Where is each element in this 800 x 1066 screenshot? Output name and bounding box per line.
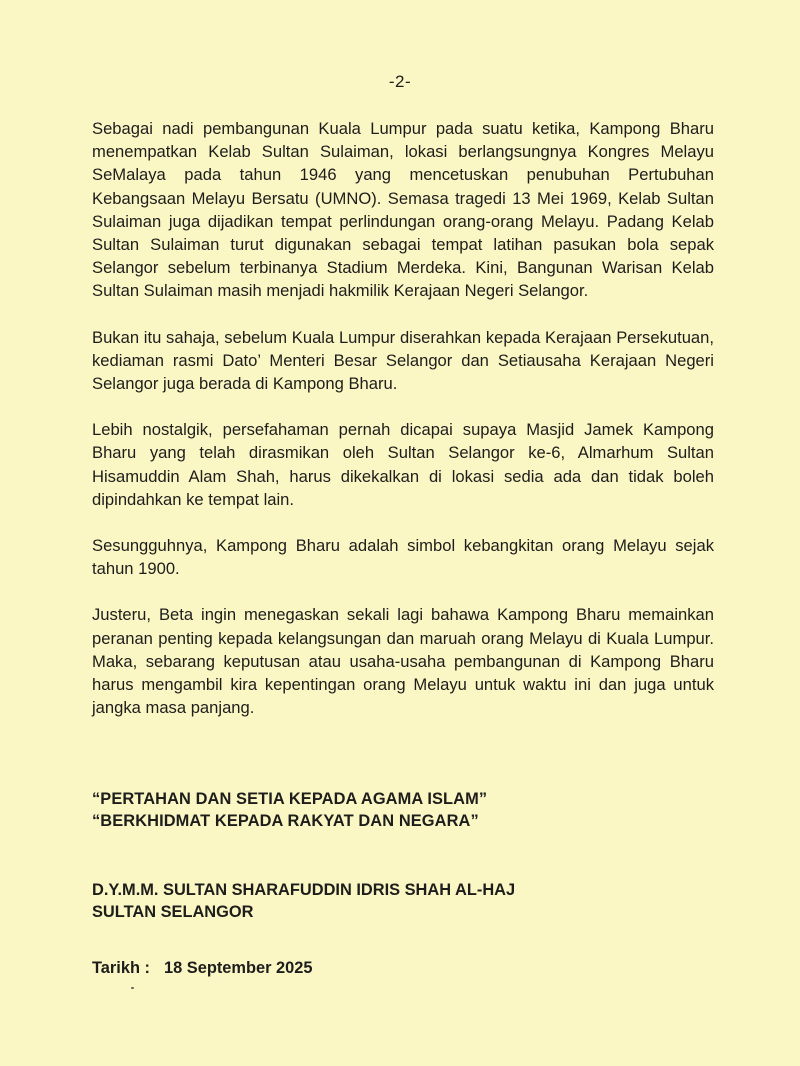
scan-speck bbox=[131, 987, 134, 989]
paragraph-kelab-sultan-sulaiman: Sebagai nadi pembangunan Kuala Lumpur pada suatu ketika, Kampong Bharu menempatkan Kelab Sultan Sulaiman, lokasi berlangsungnya Kongres Melayu SeMalaya pada tahun 1946 yang mencetuskan penubuhan Pertubuhan Kebangsaan Melayu Bersatu (UMNO). Semasa tragedi 13 Mei 1969, Kelab Sultan Sulaiman juga dijadikan tempat perlindungan orang-orang Melayu. Padang Kelab Sultan Sulaiman turut digunakan sebagai tempat latihan pasukan bola sepak Selangor sebelum terbinanya Stadium Merdeka. Kini, Bangunan Warisan Kelab Sultan Sulaiman masih menjadi hakmilik Kerajaan Negeri Selangor. bbox=[92, 119, 714, 301]
motto-block bbox=[92, 788, 487, 832]
date-value: 18 September 2025 bbox=[164, 959, 313, 977]
motto-line-1: “PERTAHAN DAN SETIA KEPADA AGAMA ISLAM” bbox=[92, 790, 488, 808]
paragraph-justeru: Justeru, Beta ingin menegaskan sekali lagi bahawa Kampong Bharu memainkan peranan penting kepada kelangsungan dan maruah orang Melayu di Kuala Lumpur. Maka, sebarang keputusan atau usaha-usaha pembangunan di Kampong Bharu harus mengambil kira kepentingan orang Melayu untuk waktu ini dan juga untuk jangka masa panjang. bbox=[92, 605, 714, 718]
date-line bbox=[92, 957, 313, 979]
date-label: Tarikh : bbox=[92, 959, 150, 977]
paragraph-masjid-jamek: Lebih nostalgik, persefahaman pernah dicapai supaya Masjid Jamek Kampong Bharu yang telah dirasmikan oleh Sultan Selangor ke-6, Almarhum Sultan Hisamuddin Alam Shah, harus dikekalkan di lokasi sedia ada dan tidak boleh dipindahkan ke tempat lain. bbox=[92, 420, 714, 509]
page-number: -2- bbox=[388, 72, 412, 91]
paragraph-kediaman-rasmi: Bukan itu sahaja, sebelum Kuala Lumpur diserahkan kepada Kerajaan Persekutuan, kediaman rasmi Dato’ Menteri Besar Selangor dan Setiausaha Kerajaan Negeri Selangor juga berada di Kampong Bharu. bbox=[92, 327, 714, 394]
signatory-name: D.Y.M.M. SULTAN SHARAFUDDIN IDRIS SHAH AL-HAJ bbox=[92, 881, 516, 899]
signature-block bbox=[92, 879, 515, 923]
document-body bbox=[92, 117, 714, 719]
signatory-title: SULTAN SELANGOR bbox=[92, 903, 254, 921]
motto-line-2: “BERKHIDMAT KEPADA RAKYAT DAN NEGARA” bbox=[92, 812, 479, 830]
paragraph-simbol-kebangkitan: Sesungguhnya, Kampong Bharu adalah simbol kebangkitan orang Melayu sejak tahun 1900. bbox=[92, 536, 714, 579]
